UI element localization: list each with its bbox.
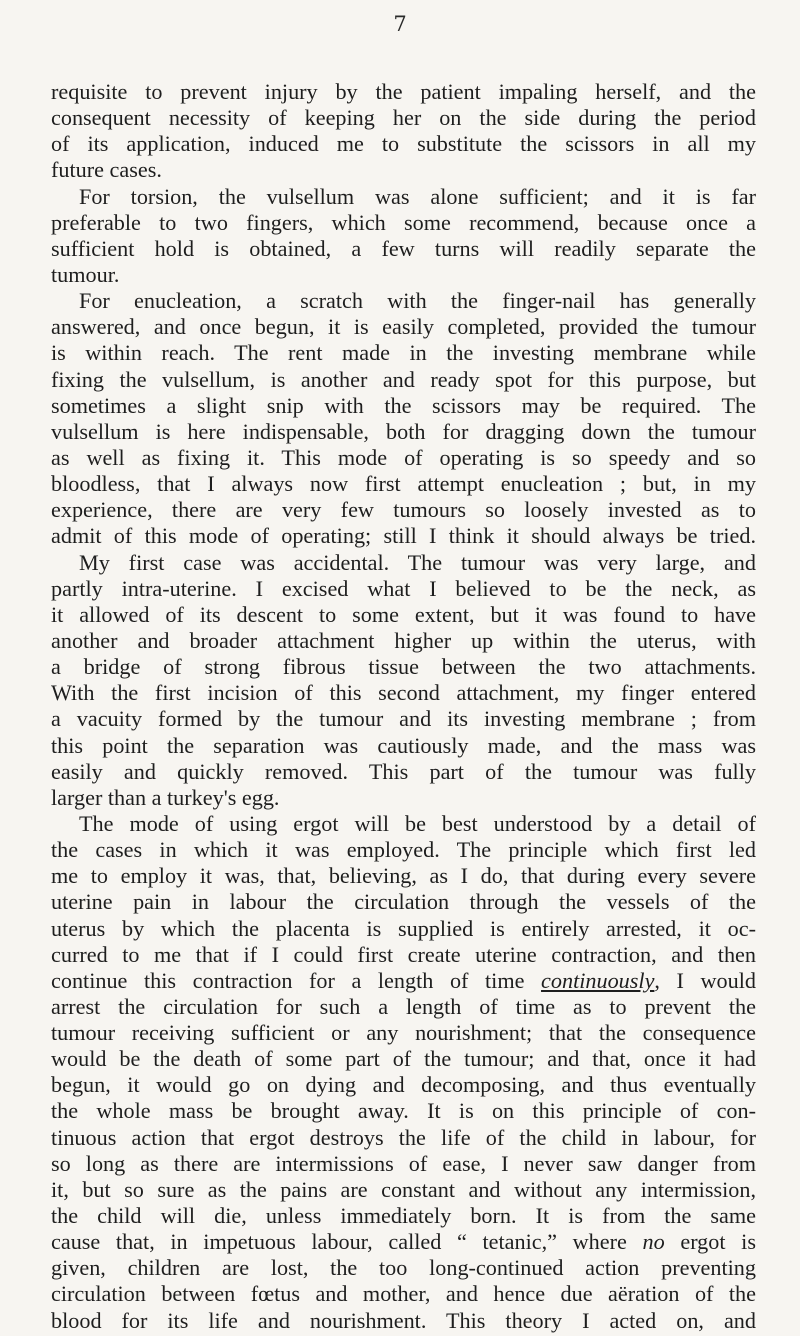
text-line: tumour. [51, 261, 120, 287]
text-line: it, but so sure as the pains are constant and without any intermission, [51, 1176, 756, 1202]
text-line: uterine pain in labour the circulation through the vessels of the [51, 889, 756, 915]
text-line: tumour receiving sufficient or any nourishment; that the consequence [51, 1020, 756, 1046]
text-line: it allowed of its descent to some extent, but it was found to have [51, 601, 756, 627]
text-line: sufficient hold is obtained, a few turns will readily separate the [51, 235, 756, 261]
text-line: answered, and once begun, it is easily completed, provided the tumour [51, 314, 756, 340]
emphasis-text: continuously [541, 967, 655, 993]
emphasis-text: no [642, 1229, 665, 1255]
text-line: bloodless, that I always now first attempt enucleation ; but, in my [51, 471, 756, 497]
text-line: preferable to two fingers, which some recommend, because once a [51, 209, 756, 235]
text-line: partly intra-uterine. I excised what I believed to be the neck, as [51, 575, 756, 601]
text-line: uterus by which the placenta is supplied is entirely arrested, it oc- [51, 915, 756, 941]
text-line: fixing the vulsellum, is another and ready spot for this purpose, but [51, 366, 756, 392]
text-line: experience, there are very few tumours so loosely invested as to [51, 497, 756, 523]
text-line: continue this contraction for a length of time continuously, I would [51, 967, 756, 993]
text-line: future cases. [51, 157, 162, 183]
text-line: vulsellum is here indispensable, both for dragging down the tumour [51, 418, 756, 444]
text-line: another and broader attachment higher up within the uterus, with [51, 627, 756, 653]
text-line: sometimes a slight snip with the scissors may be required. The [51, 392, 756, 418]
text-line: blood for its life and nourishment. This theory I acted on, and [51, 1307, 756, 1333]
text-line: is within reach. The rent made in the investing membrane while [51, 340, 756, 366]
text-line: this point the separation was cautiously made, and the mass was [51, 732, 756, 758]
text-line: the whole mass be brought away. It is on this principle of con- [51, 1098, 756, 1124]
text-line: easily and quickly removed. This part of the tumour was fully [51, 758, 756, 784]
text-line: given, children are lost, the too long-continued action preventing [51, 1255, 756, 1281]
text-line: The mode of using ergot will be best understood by a detail of [79, 810, 756, 836]
text-line: a bridge of strong fibrous tissue between the two attachments. [51, 654, 756, 680]
text-line: the cases in which it was employed. The principle which first led [51, 837, 756, 863]
text-line: curred to me that if I could first create uterine contraction, and then [51, 941, 756, 967]
text-line: of its application, induced me to substitute the scissors in all my [51, 131, 756, 157]
text-line: arrest the circulation for such a length of time as to prevent the [51, 993, 756, 1019]
text-line: the child will die, unless immediately born. It is from the same [51, 1203, 756, 1229]
text-line: so long as there are intermissions of ease, I never saw danger from [51, 1150, 756, 1176]
text-line: For enucleation, a scratch with the finger-nail has generally [79, 288, 756, 314]
text-line: circulation between fœtus and mother, and hence due aëration of the [51, 1281, 756, 1307]
text-line: begun, it would go on dying and decomposing, and thus eventually [51, 1072, 756, 1098]
text-line: requisite to prevent injury by the patient impaling herself, and the [51, 79, 756, 104]
text-line: tinuous action that ergot destroys the life of the child in labour, for [51, 1124, 756, 1150]
text-line: a vacuity formed by the tumour and its investing membrane ; from [51, 706, 756, 732]
text-line: would be the death of some part of the tumour; and that, once it had [51, 1046, 756, 1072]
page-number: 7 [393, 12, 407, 36]
text-line: With the first incision of this second attachment, my finger entered [51, 680, 756, 706]
text-line: as well as fixing it. This mode of operating is so speedy and so [51, 444, 756, 470]
text-line: For torsion, the vulsellum was alone sufficient; and it is far [79, 183, 756, 209]
text-line: admit of this mode of operating; still I think it should always be tried. [51, 523, 756, 549]
text-line: My first case was accidental. The tumour was very large, and [79, 549, 756, 575]
body-text [51, 79, 756, 1334]
text-line: me to employ it was, that, believing, as I do, that during every severe [51, 863, 756, 889]
text-line: larger than a turkey's egg. [51, 784, 280, 810]
text-line: cause that, in impetuous labour, called “ tetanic,” where no ergot is [51, 1229, 756, 1255]
text-line: consequent necessity of keeping her on the side during the period [51, 105, 756, 131]
